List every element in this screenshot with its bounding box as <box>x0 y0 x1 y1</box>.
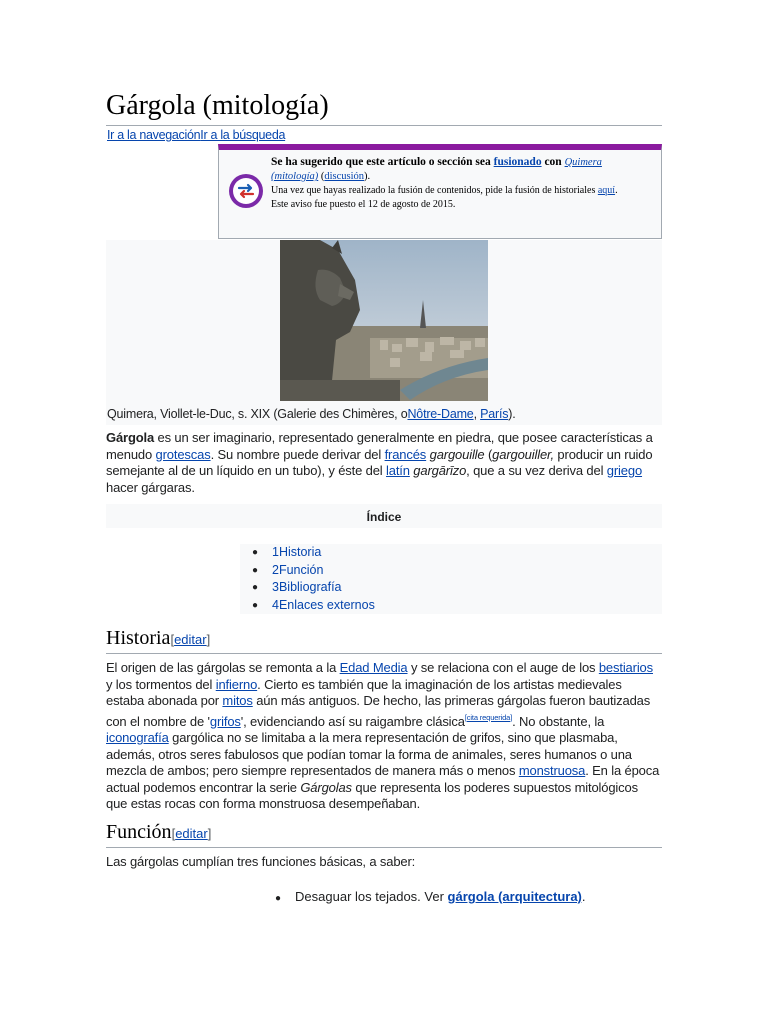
historia-text: ', evidenciando así su raigambre clásica <box>240 713 465 729</box>
notice-paren-close: ). <box>364 171 371 182</box>
toc-item-bibliografia[interactable] <box>240 579 662 597</box>
infierno-link[interactable]: infierno <box>215 676 258 692</box>
intro-text: hacer gárgaras. <box>106 479 195 495</box>
list-item-end: . <box>581 889 586 904</box>
bullet-icon: ● <box>252 599 259 611</box>
toc-item-enlaces-externos[interactable] <box>240 597 662 615</box>
notice-line2: Una vez que hayas realizado la fusión de contenidos, pide la fusión de historiales <box>271 185 598 196</box>
notice-lead: Se ha sugerido que este artículo o sección sea <box>271 156 494 168</box>
merge-notice <box>218 144 662 239</box>
bestiarios-link[interactable]: bestiarios <box>598 660 653 675</box>
merge-notice-text <box>271 155 651 212</box>
historia-text: y los tormentos del <box>106 676 216 692</box>
historia-heading <box>106 627 210 650</box>
historia-text: y se relaciona con el auge de los <box>407 660 599 675</box>
aqui-link[interactable]: aquí <box>597 185 616 196</box>
edit-bracket: ] <box>206 632 211 647</box>
toc-label: Bibliografía <box>278 580 342 594</box>
intro-text: ( <box>484 446 493 462</box>
title-divider <box>106 125 662 126</box>
intro-text: es un ser imaginario, representado generalmente en piedra, que posee características a menudo <box>106 430 653 462</box>
toc-item-historia[interactable] <box>240 544 662 562</box>
monstruosa-link[interactable]: monstruosa <box>518 763 586 778</box>
discusion-link[interactable]: discusión <box>324 171 365 182</box>
notice-line2-end: . <box>615 185 618 196</box>
funcion-heading <box>106 821 211 844</box>
grifos-link[interactable]: grifos <box>209 713 241 729</box>
gargolas-series-title: Gárgolas <box>300 779 352 795</box>
edit-funcion-link[interactable]: editar <box>175 826 208 841</box>
intro-text: producir un ruido semejante al de un líquido en un tubo), y éste del <box>106 446 653 478</box>
jump-to-search-link[interactable]: Ir a la búsqueda <box>200 128 286 142</box>
notice-con: con <box>541 156 565 168</box>
caption-end: ). <box>508 407 516 421</box>
toc-number: 2 <box>272 562 279 577</box>
historia-text: gargólica no se limitaba a la mera representación de grifos, sino que plasmaba, además, otros seres fabulosos que podían tomar la forma de animales, seres humanos o una mezcla de ambos; pero siempre representados de manera más o menos <box>106 730 632 778</box>
table-of-contents <box>240 544 662 614</box>
historia-text: que representa los poderes supuestos mitológicos que estas rocas con forma monstruosa desempeñaban. <box>106 779 638 811</box>
toc-label: Enlaces externos <box>278 597 375 612</box>
historia-text: aún más antiguos. De hecho, las primeras gárgolas fueron bautizadas con el nombre de ' <box>106 693 651 729</box>
intro-italic: gargārīzo <box>413 463 467 478</box>
historia-text: . No obstante, la <box>512 713 605 729</box>
caption-separator: , <box>473 407 481 421</box>
bullet-icon: ● <box>252 564 259 576</box>
intro-text: , que a su vez deriva del <box>466 463 607 478</box>
toc-number: 3 <box>272 580 279 594</box>
list-item-text: Desaguar los tejados. Ver <box>295 889 448 904</box>
cita-requerida-link[interactable]: [cita requerida] <box>464 712 513 722</box>
historia-text: . En la época actual podemos encontrar la serie <box>106 763 660 795</box>
intro-paragraph <box>106 430 662 496</box>
grotescas-link[interactable]: grotescas <box>155 446 211 462</box>
latin-link[interactable]: latín <box>386 463 410 478</box>
griego-link[interactable]: griego <box>606 463 643 478</box>
paris-link[interactable]: París <box>480 407 509 421</box>
notice-paren-open: ( <box>318 171 325 182</box>
historia-divider <box>106 653 662 654</box>
historia-heading-text: Historia <box>106 627 171 649</box>
edit-bracket: [ <box>170 632 175 647</box>
frances-link[interactable]: francés <box>384 446 427 462</box>
funcion-heading-text: Función <box>106 821 172 843</box>
toc-label: Historia <box>278 545 322 559</box>
list-item <box>275 888 586 908</box>
page-title: Gárgola (mitología) <box>106 90 329 121</box>
merge-arrows-icon <box>229 174 263 208</box>
figure-caption <box>107 407 516 421</box>
bullet-icon: ● <box>275 893 282 904</box>
bullet-icon: ● <box>252 582 259 593</box>
caption-text: Quimera, Viollet-le-Duc, s. XIX (Galerie des Chimères, o <box>107 407 408 421</box>
mitos-link[interactable]: mitos <box>222 693 253 708</box>
historia-text: El origen de las gárgolas se remonta a la <box>106 660 340 675</box>
historia-paragraph <box>106 660 662 813</box>
toc-item-funcion[interactable] <box>240 562 662 580</box>
edit-bracket: [ <box>171 826 176 841</box>
bullet-icon: ● <box>252 547 259 558</box>
toc-label: Función <box>278 562 324 577</box>
toc-number: 1 <box>272 545 279 559</box>
gargoyle-over-paris-photo[interactable] <box>280 240 488 401</box>
toc-number: 4 <box>272 597 279 612</box>
funcion-divider <box>106 847 662 848</box>
jump-to-navigation-link[interactable]: Ir a la navegación <box>107 128 201 142</box>
edit-section-historia <box>170 632 210 647</box>
quimera-mitologia-link[interactable]: Quimera (mitología) <box>271 157 602 182</box>
edit-section-funcion <box>172 826 212 841</box>
intro-italic: gargouiller, <box>492 446 554 462</box>
edit-bracket: ] <box>207 826 212 841</box>
iconografia-link[interactable]: iconografía <box>106 730 169 745</box>
gargola-arquitectura-link[interactable]: gárgola (arquitectura) <box>447 889 582 904</box>
notice-date: Este aviso fue puesto el 12 de agosto de 2015. <box>271 199 456 210</box>
edit-historia-link[interactable]: editar <box>174 632 207 647</box>
jump-links <box>107 128 285 142</box>
funcion-intro: Las gárgolas cumplían tres funciones básicas, a saber: <box>106 854 416 869</box>
toc-heading: Índice <box>106 504 662 528</box>
fusionado-link[interactable]: fusionado <box>493 156 542 168</box>
edad-media-link[interactable]: Edad Media <box>339 660 408 675</box>
historia-text: . Cierto es también que la imaginación de los artistas medievales estaba abonada por <box>106 676 622 708</box>
intro-text: . Su nombre puede derivar del <box>210 446 385 462</box>
notre-dame-link[interactable]: Nôtre-Dame <box>407 407 474 421</box>
intro-italic: gargouille <box>429 446 485 462</box>
intro-bold-term: Gárgola <box>106 430 155 445</box>
